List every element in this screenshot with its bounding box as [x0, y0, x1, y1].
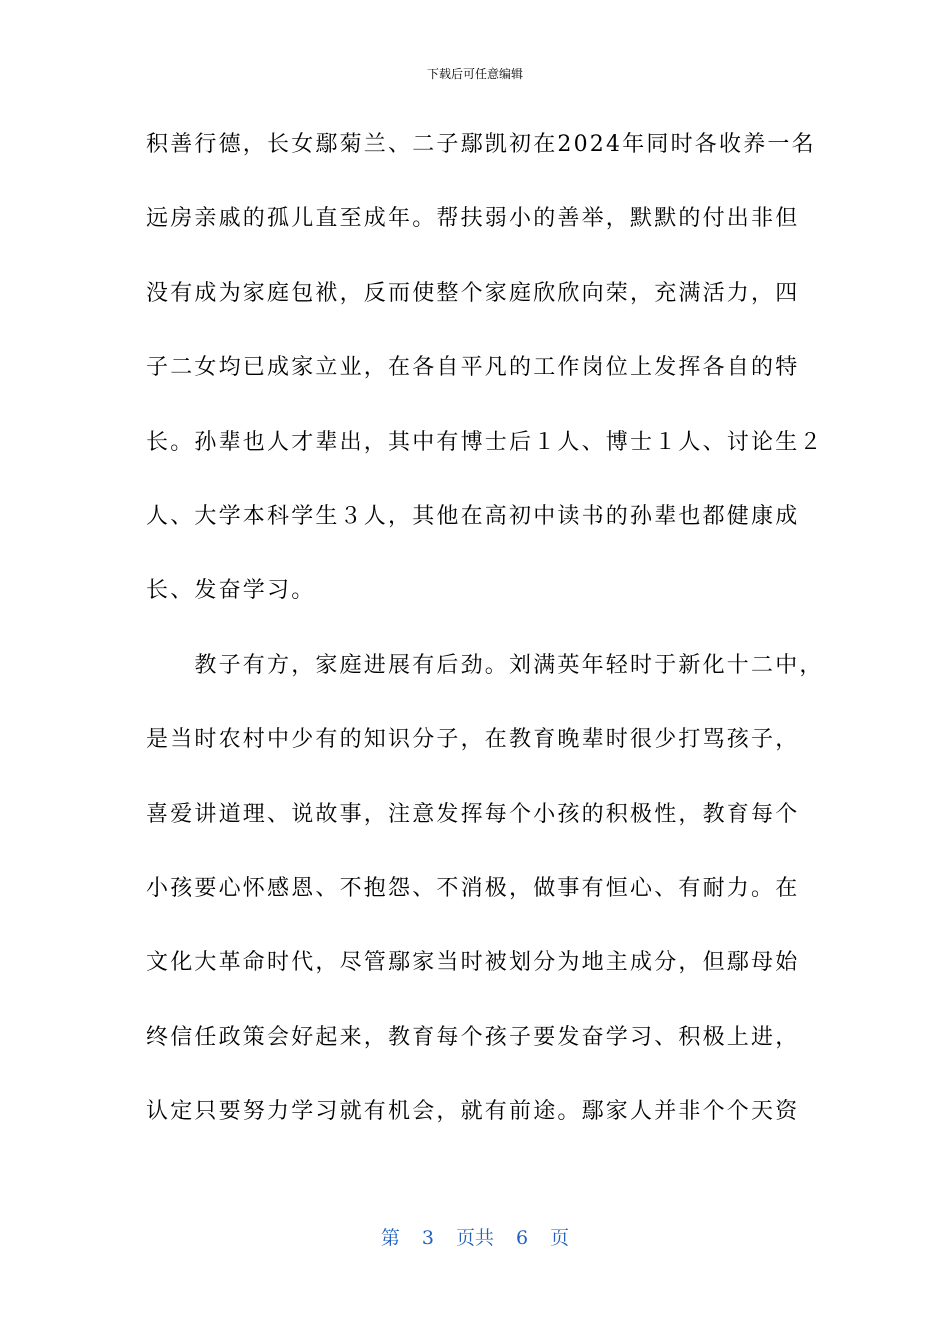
document-body [146, 123, 824, 1164]
body-line-11: 小孩要心怀感恩、不抱怨、不消极，做事有恒心、有耐力。在 [146, 875, 800, 901]
body-line-10: 喜爱讲道理、说故事，注意发挥每个小孩的积极性，教育每个 [146, 801, 800, 827]
body-line-8: 教子有方，家庭进展有后劲。刘满英年轻时于新化十二中， [146, 652, 824, 678]
page-prefix: 第 [380, 1227, 400, 1249]
page-suffix: 页 [550, 1227, 570, 1249]
body-line-12: 文化大革命时代，尽管鄢家当时被划分为地主成分，但鄢母始 [146, 950, 800, 976]
body-line-7: 长、发奋学习。 [146, 578, 316, 604]
body-line-1: 积善行德，长女鄢菊兰、二子鄢凯初在2024年同时各收养一名 [146, 132, 816, 157]
page-total: 6 [516, 1227, 529, 1249]
body-line-13: 终信任政策会好起来，教育每个孩子要发奋学习、积极上进， [146, 1024, 800, 1050]
page-middle: 页共 [455, 1227, 494, 1249]
page-footer [0, 1226, 950, 1250]
page-header: 下载后可任意编辑 [426, 67, 523, 81]
body-line-5: 长。孙辈也人才辈出，其中有博士后１人、博士１人、讨论生２ [146, 429, 824, 455]
body-line-4: 子二女均已成家立业，在各自平凡的工作岗位上发挥各自的特 [146, 355, 800, 381]
body-line-2: 远房亲戚的孤儿直至成年。帮扶弱小的善举，默默的付出非但 [146, 206, 800, 232]
body-line-6: 人、大学本科学生３人，其他在高初中读书的孙辈也都健康成 [146, 503, 800, 529]
page-number: 3 [421, 1227, 434, 1249]
body-line-14: 认定只要努力学习就有机会，就有前途。鄢家人并非个个天资 [146, 1099, 800, 1125]
body-line-9: 是当时农村中少有的知识分子，在教育晚辈时很少打骂孩子， [146, 727, 800, 753]
body-line-3: 没有成为家庭包袱，反而使整个家庭欣欣向荣，充满活力，四 [146, 280, 800, 306]
